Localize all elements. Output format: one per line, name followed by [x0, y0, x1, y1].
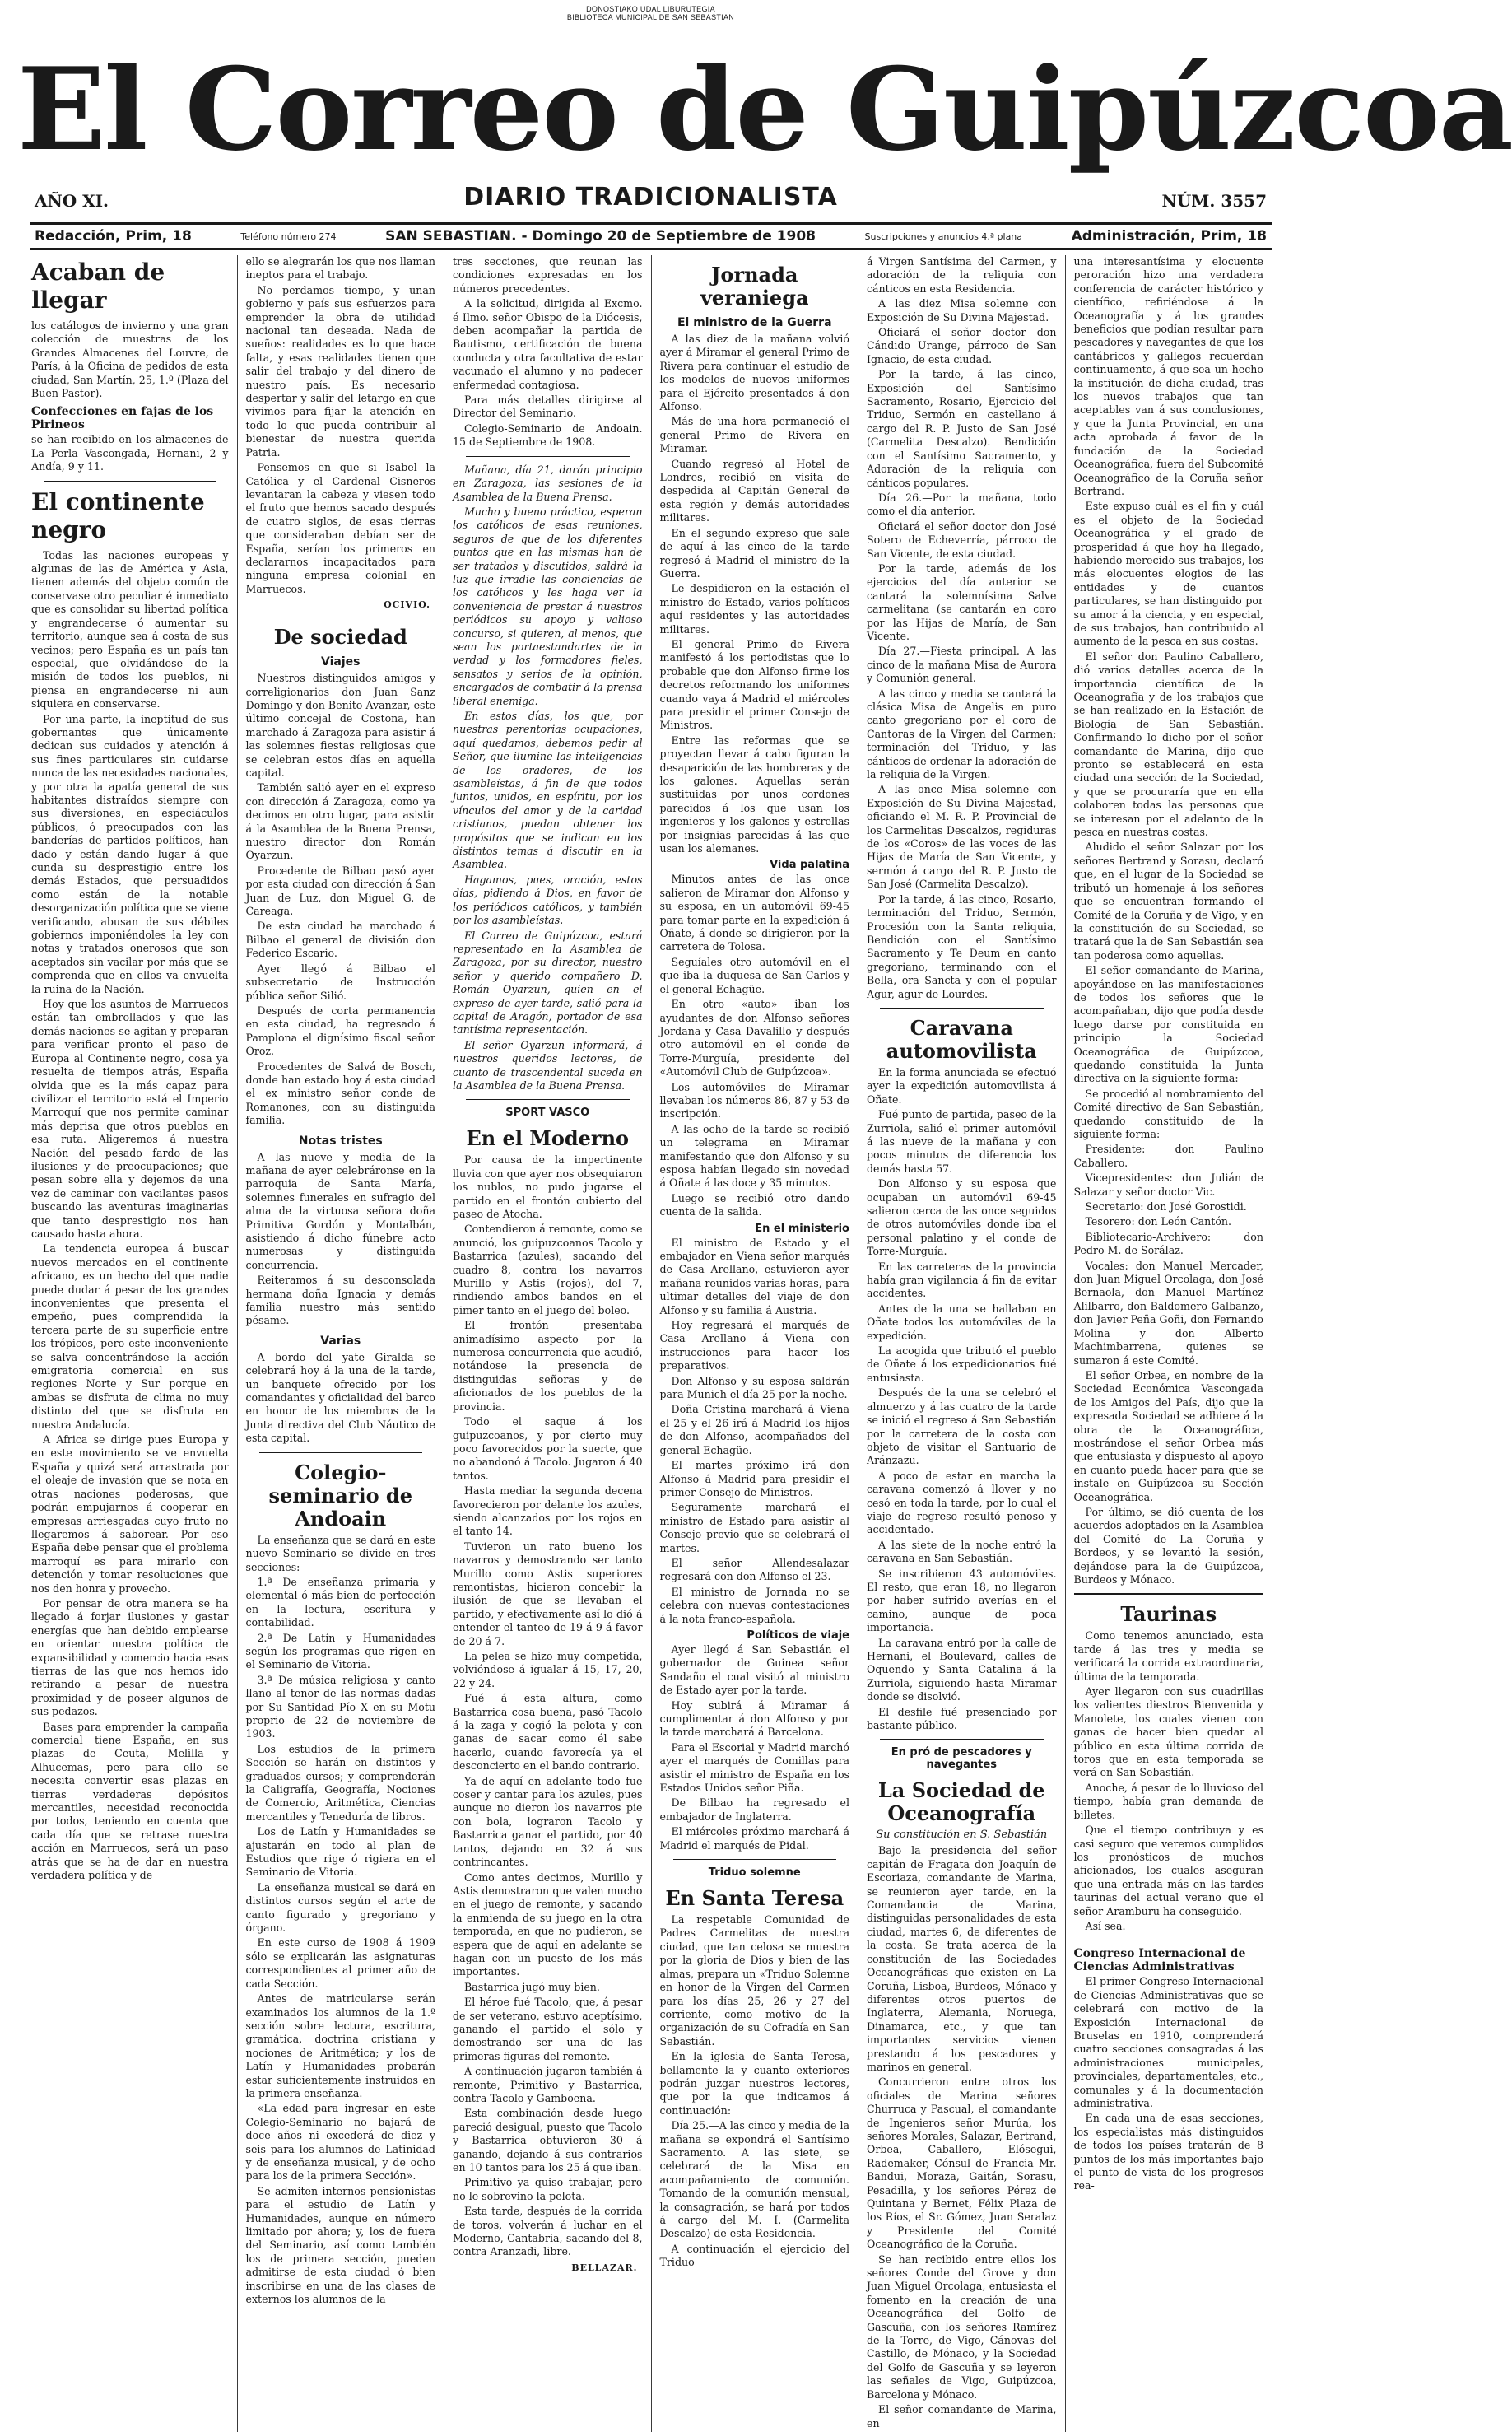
paragraph: El señor comandante de Marina, en	[867, 2403, 1057, 2430]
paragraph: El frontón presentaba animadísimo aspecto por la numerosa concurrencia que acudió, notándose la presencia de distinguidas señoras y de aficionados de los pueblos de la provincia.	[453, 1319, 643, 1413]
paragraph: Después de corta permanencia en esta ciudad, ha regresado á Pamplona el dignísimo fiscal señor Oroz.	[245, 1004, 435, 1058]
column-3	[444, 255, 651, 2432]
divider	[466, 456, 630, 457]
paragraph: Ayer llegó á San Sebastián el gobernador de Guinea señor Sandaño el cual visitó al ministro de Estado ayer por la tarde.	[659, 1642, 849, 1697]
paragraph: Como antes decimos, Murillo y Astis demostraron que valen mucho en el juego de remonte, y sacando la enmienda de su juego en la otra temporada, en que no pudieron, se espera que de aquí en adelante se hagan con un puesto de los más importantes.	[453, 1871, 643, 1978]
paragraph: Bases para emprender la campaña comercial tiene España, en sus plazas de Ceuta, Melilla y Alhucemas, pero para ello se necesita convertir esas plazas en tierras verdaderas depósitos mercantiles, necesidad reconocida por todos, teniendo en cuenta que cada día que se retrase nuestra acción en Marruecos, será un paso atrás que se ha de dar en nuestra verdadera política y de	[31, 1720, 229, 1882]
paragraph: El señor Orbea, en nombre de la Sociedad Económica Vascongada de los Amigos del País, dijo que la expresada Sociedad se adhiere á la obra de la Oceanográfica, mostrándose el señor Orbea más que entusiasta y dispuesto al apoyo en cuanto pueda hacer para que se instale en Guipúzcoa su Sección Oceanográfica.	[1073, 1368, 1263, 1503]
column-6	[1065, 255, 1272, 2432]
paragraph: Seguíales otro automóvil en el que iba la duquesa de San Carlos y el general Echagüe.	[659, 955, 849, 995]
column-1	[30, 255, 237, 2432]
paragraph: El martes próximo irá don Alfonso á Madrid para presidir el primer Consejo de Ministros.	[659, 1459, 849, 1498]
section-title-jornada: Jornada veraniega	[700, 263, 809, 310]
paragraph: Presidente: don Paulino Caballero.	[1073, 1143, 1263, 1169]
section-title-congreso: Congreso Internacional de Ciencias Administrativas	[1073, 1947, 1246, 1974]
subhead-viajes: Viajes	[321, 655, 361, 669]
paragraph: A la solicitud, dirigida al Excmo. é Ilmo. señor Obispo de la Diócesis, deben acompañar la partida de Bautismo, certificación de buena conducta y otra facultativa de estar vacunado el alumno y no padecer enfermedad contagiosa.	[453, 297, 643, 391]
paragraph: Por una parte, la ineptitud de sus gobernantes que únicamente dedican sus cuidados y atención á sus fines particulares sin cuidarse nunca de las necesidades nacionales, y por otra la apatía general de sus habitantes distraídos siempre con sus diversiones, en especiáculos públicos, ó preocupados con las banderías de partidos políticos, han dado y están dando lugar á que cunda su desprestigio entre los demás Estados, que persuadidos como están de la notable desorganización política que se viene verificando, abusan de sus débiles gobiernos imponiéndoles la ley con notas y tratados onerosos que son aceptados sin vacilar por más que se comprenda que en ellos va envuelta la ruina de la Nación.	[31, 712, 229, 995]
paragraph: Secretario: don José Gorostidi.	[1085, 1200, 1247, 1214]
paragraph: Nuestros distinguidos amigos y correligionarios don Juan Sanz Domingo y don Benito Avanzar, este último concejal de Costona, han marchado á Zaragoza para asistir á las solemnes fiestas religiosas que se celebran estos días en aquella capital.	[245, 672, 435, 779]
divider	[673, 1859, 837, 1860]
signature: BELLAZAR.	[571, 2262, 638, 2273]
paragraph: Vocales: don Manuel Mercader, don Juan Miguel Orcolaga, don José Bernaola, don Manuel Martínez Alilbarro, don Baldomero Galbanzo, don Javier Peña Goñi, don Fernando Molina y don Alberto Machimbarrena, quienes se sumaron á este Comité.	[1073, 1259, 1263, 1367]
paragraph: A las diez Misa solemne con Exposición de Su Divina Majestad.	[867, 297, 1057, 324]
paragraph: Todo el saque á los guipuzcoanos, y por cierto muy poco favorecidos por la suerte, que no abandonó á Tacolo. Jugaron á 40 tantos.	[453, 1415, 643, 1482]
redaccion-address: Redacción, Prim, 18	[35, 228, 192, 245]
paragraph: á Virgen Santísima del Carmen, y adoración de la reliquia con cánticos en esta Residencia.	[867, 255, 1057, 295]
telefono: Teléfono número 274	[240, 231, 337, 242]
paragraph: El ministro de Estado y el embajador en Viena señor marqués de Casa Arellano, estuvieron ayer mañana reunidos varias horas, para ultimar detalles del viaje de don Alfonso y su familia á Austria.	[659, 1236, 849, 1316]
paragraph: Antes de la una se hallaban en Oñate todos los automóviles de la expedición.	[867, 1302, 1057, 1342]
section-title-sociedad: De sociedad	[273, 625, 407, 650]
section-kicker-pescadores: En pró de pescadores y navegantes	[891, 1746, 1032, 1772]
paragraph: Los estudios de la primera Sección se harán en distintos y graduados cursos; y comprenderán la Caligrafía, Geografía, Nociones de Comercio, Aritmética, Ciencias mercantiles y Teneduría de libros.	[245, 1742, 435, 1823]
paragraph: La pelea se hizo muy competida, volviéndose á igualar á 15, 17, 20, 22 y 24.	[453, 1650, 643, 1689]
paragraph: una interesantísima y elocuente peroración hizo una verdadera conferencia de carácter histórico y científico, refiriéndose á la Oceanografía y á los grandes beneficios que podían resultar para pescadores y navegantes de que los cantábricos y gallegos recuerdan continuamente, á que sea un hecho la institución de dicha ciudad, tras los nuevos trabajos que tan aceptables van á sus conclusiones, y que la Junta Provincial, en una acta aprobada á favor de la fundación de la Sociedad Oceanográfica, fuera del Subcomité Oceanográfico de la Coruña señor Bertrand.	[1073, 255, 1263, 497]
paragraph: Hasta mediar la segunda decena favorecieron por delante los azules, siendo alcanzados por los rojos en el tanto 14.	[453, 1484, 643, 1538]
paragraph: 3.ª De música religiosa y canto llano al tenor de las normas dadas por Su Santidad Pío X en su Motu proprio de 22 de noviembre de 1903.	[245, 1673, 435, 1740]
paragraph: Minutos antes de las once salieron de Miramar don Alfonso y su esposa, en un automóvil 69-45 para tomar parte en la expedición á Oñate, á donde se dirigieron por la carretera de Tolosa.	[659, 873, 849, 953]
paragraph: Le despidieron en la estación el ministro de Estado, varios políticos aquí residentes y las autoridades militares.	[659, 582, 849, 636]
paragraph: Don Alfonso y su esposa saldrán para Munich el día 25 por la noche.	[659, 1374, 849, 1401]
section-subtitle-oceanografia: Su constitución en S. Sebastián	[876, 1829, 1048, 1842]
section-title-colegio: Colegio-seminario de Andoain	[268, 1460, 412, 1530]
subhead-palatina: Vida palatina	[770, 859, 849, 872]
paragraph: Tesorero: don León Cantón.	[1085, 1215, 1232, 1228]
paragraph: Ayer llegó á Bilbao el subsecretario de Instrucción pública señor Silió.	[245, 962, 435, 1002]
paragraph: Día 25.—A las cinco y media de la mañana se expondrá el Santísimo Sacramento. A las siete, se celebrará de la Misa en acompañamiento de comunión. Tomando de la comunión mensual, la consagración, se hará por todos á cargo del M. I. (Carmelita Descalzo) de esta Residencia.	[659, 2119, 849, 2240]
paragraph: Por la tarde, además de los ejercicios del día anterior se cantará la solemnísima Salve carmelitana (se cantarán en coro por las Hijas de María, de San Vicente.	[867, 561, 1057, 642]
paragraph: Colegio-Seminario de Andoain. 15 de Septiembre de 1908.	[453, 422, 643, 449]
paragraph: 1.ª De enseñanza primaria y elemental ó más bien de perfección en la lectura, escritura y contabilidad.	[245, 1575, 435, 1629]
paragraph: Se inscribieron 43 automóviles. El resto, que eran 18, no llegaron por haber sufrido averías en el camino, aunque de poca importancia.	[867, 1567, 1057, 1634]
paragraph: A Africa se dirige pues Europa y en este movimiento se ve envuelta España y quizá será arrastrada por el oleaje de invasión que se nota en otras naciones poderosas, que podrán empujarnos á cooperar en empresas arriesgadas cuyo fruto no llegaremos á saborear. Por eso España debe pensar que el problema marroquí es para mirarlo con detención y tomar resoluciones que nos den honra y provecho.	[31, 1433, 229, 1595]
paragraph: 2.ª De Latín y Humanidades según los programas que rigen en el Seminario de Vitoria.	[245, 1631, 435, 1671]
library-stamp	[30, 5, 1272, 21]
info-bar	[30, 222, 1272, 250]
section-title-taurinas: Taurinas	[1120, 1602, 1217, 1627]
paragraph: tres secciones, que reunan las condiciones expresadas en los números precedentes.	[453, 255, 643, 295]
administracion-address: Administración, Prim, 18	[1071, 228, 1267, 245]
paragraph: La enseñanza musical se dará en distintos cursos según el arte de canto figurado y gregoriano y órgano.	[245, 1880, 435, 1935]
subhead-politicos: Políticos de viaje	[747, 1628, 849, 1642]
paragraph: En la iglesia de Santa Teresa, bellamente la y cuanto exteriores podrán juzgar nuestros lectores, que por la que indicamos á continuación:	[659, 2050, 849, 2117]
ad-confecciones-text: se han recibido en los almacenes de La Perla Vascongada, Hernani, 2 y Andía, 9 y 11.	[31, 433, 229, 473]
subhead-varias: Varias	[320, 1334, 361, 1348]
paragraph: Concurrieron entre otros los oficiales de Marina señores Churruca y Pascual, el comandante de Ingenieros señor Murúa, los señores Morales, Salazar, Bertrand, Orbea, Caballero, Elósegui, Rademaker, Cónsul de Francia Mr. Bandui, Moraza, Gaitán, Sorasu, Pesadilla, y los señores Pérez de Quintana y Bernet, Félix Plaza de los Ríos, el Sr. Gómez, Juan Seralaz y Presidente del Comité Oceanográfico de la Coruña.	[867, 2076, 1057, 2251]
paragraph: La tendencia europea á buscar nuevos mercados en el continente africano, es un hecho del que nadie puede dudar á pesar de los grandes inconvenientes que presenta el empeño, pues comprendida la tercera parte de su superficie entre los trópicos, pero este inconveniente se salva concentrándose la acción emigratoria comercial en sus regiones Norte y Sur porque en ambas se disfruta de clima no muy distinto del que se disfruta en nuestra Andalucía.	[31, 1242, 229, 1431]
paragraph: Después de la una se celebró el almuerzo y á las cuatro de la tarde se inició el regreso á San Sebastián por la carretera de la costa con objeto de visitar el Santuario de Aránzazu.	[867, 1386, 1057, 1467]
paragraph: Bastarrica jugó muy bien.	[464, 1980, 600, 1993]
paragraph: Para el Escorial y Madrid marchó ayer el marqués de Comillas para asistir el ministro de España en los Estados Unidos señor Piña.	[659, 1740, 849, 1795]
paragraph: La acogida que tributó el pueblo de Oñate á los expedicionarios fué entusiasta.	[867, 1344, 1057, 1384]
paragraph: Oficiará el señor doctor don José Sotero de Echeverría, párroco de San Vicente, de esta ciudad.	[867, 519, 1057, 560]
paragraph: El Correo de Guipúzcoa, estará representado en la Asamblea de Zaragoza, por su director, nuestro señor y querido compañero D. Román Oyarzun, quien en el expreso de ayer tarde, salió para la capital de Aragón, portador de esa tantísima representación.	[453, 929, 643, 1037]
paragraph: Así sea.	[1085, 1919, 1126, 1932]
paragraph: Fué á esta altura, como Bastarrica cosa buena, pasó Tacolo á la zaga y cogió la pelota y con ganas de sacar como él sabe hacerlo, cuando favorecía ya el desconcierto en el bando contrario.	[453, 1692, 643, 1773]
paragraph: De Bilbao ha regresado el embajador de Inglaterra.	[659, 1796, 849, 1823]
paragraph: Se han recibido entre ellos los señores Conde del Grove y don Juan Miguel Orcolaga, entusiasta el fomento en la creación de una Oceanográfica del Golfo de Gascuña, con los señores Ramírez de la Torre, de Vigo, Cánovas del Castillo, de Mónaco, y la Sociedad del Golfo de Gascuña y se leyeron las señales de Vigo, Guipúzcoa, Barcelona y Mónaco.	[867, 2253, 1057, 2401]
paragraph: El general Primo de Rivera manifestó á los periodistas que lo probable que don Alfonso firme los decretos reformando los uniformes cuando vaya á Madrid el miércoles para presidir el primer Consejo de Ministros.	[659, 637, 849, 732]
year-label: AÑO XI.	[35, 191, 109, 211]
paragraph: Ya de aquí en adelante todo fue coser y cantar para los azules, pues aunque no dieron los navarros pie con bola, lograron Tacolo y Bastarrica ganar el partido, por 40 tantos, dejando en 32 á sus contrincantes.	[453, 1774, 643, 1869]
section-title-teresa: En Santa Teresa	[665, 1886, 844, 1911]
paragraph: Día 27.—Fiesta principal. A las cinco de la mañana Misa de Aurora y Comunión general.	[867, 645, 1057, 685]
paragraph: Hoy subirá á Miramar á cumplimentar á don Alfonso y por la tarde marchará á Barcelona.	[659, 1698, 849, 1739]
masthead-subrow	[30, 183, 1272, 222]
paragraph: En las carreteras de la provincia había gran vigilancia á fin de evitar accidentes.	[867, 1260, 1057, 1300]
section-kicker-triduo: Triduo solemne	[708, 1866, 801, 1880]
paragraph: Por pensar de otra manera se ha llegado á forjar ilusiones y gastar energías que han debido emplearse en orientar nuestra política de expansibilidad y comercio hacia esas tierras de las que nos hemos ido retirando a pesar de nuestra proximidad y de poseer algunos de sus pedazos.	[31, 1596, 229, 1718]
paragraph: De esta ciudad ha marchado á Bilbao el general de división don Federico Escario.	[245, 920, 435, 960]
paragraph: «La edad para ingresar en este Colegio-Seminario no bajará de doce años ni excederá de diez y seis para los alumnos de Latinidad y de enseñanza musical, y de ocho para los de la primera Sección».	[245, 2102, 435, 2183]
section-title-moderno: En el Moderno	[466, 1126, 630, 1151]
subhead-notas: Notas tristes	[298, 1134, 383, 1148]
paragraph: Este expuso cuál es el fin y cuál es el objeto de la Sociedad Oceanográfica y el grado de prosperidad á que hoy ha llegado, habiendo merecido sus trabajos, los más elocuentes elogios de las entidades y de cuantos particulares, se han distinguido por su amor á la ciencia, y en especial, de sus trabajos, han contribuido al aumento de la pesca en sus costas.	[1073, 500, 1263, 648]
paragraph: Por la tarde, á las cinco, Exposición del Santísimo Sacramento, Rosario, Ejercicio del Triduo, Sermón en castellano á cargo del R. P. Justo de San José (Carmelita Descalzo). Bendición con el Santísimo Sacramento, y Adoración de la reliquia con cánticos populares.	[867, 368, 1057, 489]
paragraph: Hagamos, pues, oración, estos días, pidiendo á Dios, en favor de los periódicos católicos, y también por los asambleístas.	[453, 873, 643, 927]
paragraph: Vicepresidentes: don Julián de Salazar y señor doctor Vic.	[1073, 1172, 1263, 1198]
paragraph: También salió ayer en el expreso con dirección á Zaragoza, como ya decimos en otro lugar, para asistir á la Asamblea de la Buena Prensa, nuestro director don Román Oyarzun.	[245, 781, 435, 862]
paragraph: Día 26.—Por la mañana, todo como el día anterior.	[867, 491, 1057, 518]
paragraph: El ministro de Jornada no se celebra con nuevas contestaciones á la nota franco-española.	[659, 1585, 849, 1625]
paragraph: Cuando regresó al Hotel de Londres, recibió en visita de despedida al Capitán General de esta región y demás autoridades militares.	[659, 457, 849, 524]
paragraph: Tuvieron un rato bueno los navarros y demostrando ser tanto Murillo como Astis superiores remontistas, hicieron concebir la ilusión de que se llevaban el partido, y efectivamente así lo dió á entender el tanteo de 19 á 9 á favor de 20 á 7.	[453, 1540, 643, 1647]
paragraph: Se procedió al nombramiento del Comité directivo de San Sebastián, quedando constituido de la siguiente forma:	[1073, 1087, 1263, 1140]
paragraph: En cada una de esas secciones, los especialistas más distinguidos de todos los países tratarán de 8 puntos de los más importantes bajo el punto de vista de los progresos rea-	[1073, 2112, 1263, 2192]
paragraph: A las nueve y media de la mañana de ayer celebráronse en la parroquia de Santa María, solemnes funerales en sufragio del alma de la virtuosa señora doña Primitiva Gordón y Montalbán, asistiendo á dicho fúnebre acto numerosas y distinguida concurrencia.	[245, 1150, 435, 1271]
ad-acaban-title: Acaban de llegar	[31, 259, 165, 314]
paragraph: Todas las naciones europeas y algunas de las de América y Asia, tienen además del objeto común de conservase otro peculiar é inmediato que es consolidar su libertad política y engrandecerse ó aumentar su territorio, aunque sea á costa de sus vecinos; pero España es un país tan especial, que olvidándose de la misión de todos los pueblos, ni piensa en engrandecerse ni aun siquiera en conservarse.	[31, 548, 229, 710]
paragraph: Por la tarde, á las cinco, Rosario, terminación del Triduo, Sermón, Procesión con la Santa reliquia, Bendición con el Santísimo Sacramento y Te Deum en canto gregoriano, terminando con el Bella, ora Sancta y con el popular Agur, agur de Lourdes.	[867, 892, 1057, 1000]
paragraph: La caravana entró por la calle de Hernani, el Boulevard, calles de Oquendo y Santa Catalina á la Zurriola, siguiendo hasta Miramar donde se disolvió.	[867, 1636, 1057, 1703]
paragraph: A poco de estar en marcha la caravana comenzó á llover y no cesó en toda la tarde, por lo cual el viaje de regreso resultó penoso y accidentado.	[867, 1469, 1057, 1536]
library-stamp-line-1: DONOSTIAKO UDAL LIBURUTEGIA	[586, 5, 715, 13]
paragraph: Que el tiempo contribuya y es casi seguro que veremos cumplidos los pronósticos de muchos aficionados, los cuales aseguran que una entrada más en las tardes taurinas del actual verano que el señor Aramburu ha conseguido.	[1073, 1824, 1263, 1917]
paragraph: Bajo la presidencia del señor capitán de Fragata don Joaquín de Escoriaza, comandante de Marina, se reunieron ayer tarde, en la Comandancia de Marina, distinguidas personalidades de esta ciudad, martes 6, de diferentes de la costa. Se trata acerca de la constitución de las Sociedades Oceanográficas que existen en La Coruña, Lisboa, Burdeos, Mónaco y diferentes otros puertos de Inglaterra, Alemania, Noruega, Dinamarca, etc., y que tan importantes servicios vienen prestando á los pescadores y marinos en general.	[867, 1844, 1057, 2073]
library-stamp-line-2: BIBLIOTECA MUNICIPAL DE SAN SEBASTIAN	[566, 13, 735, 21]
paragraph: Como tenemos anunciado, esta tarde á las tres y media se verificará la corrida extraordinaria, última de la temporada.	[1073, 1629, 1263, 1683]
paragraph: ello se alegrarán los que nos llaman ineptos para el trabajo.	[245, 255, 435, 282]
paragraph: Hoy que los asuntos de Marruecos están tan embrollados y que las demás naciones se agitan y preparan para verificar pronto el paso de Europa al Continente negro, cosa ya resuelta de tiempos atrás, España olvida que es la más capaz para civilizar el territorio está el Imperio Marroquí que nos permite caminar más deprisa que otros pueblos en esa ruta. Aligeremos á nuestra Nación del pesado fardo de las ilusiones y de preocupaciones; que pesan sobre ella y dejemos de una vez de caminar con vacilantes pasos buscando las aventuras imaginarias que tanto desprestigio nos han causado hasta ahora.	[31, 998, 229, 1240]
paragraph: Los automóviles de Miramar llevaban los números 86, 87 y 53 de inscripción.	[659, 1080, 849, 1120]
paragraph: Primitivo ya quiso trabajar, pero no le sobrevino la pelota.	[453, 2176, 643, 2202]
paragraph: El señor Allendesalazar regresará con don Alfonso el 23.	[659, 1556, 849, 1583]
paragraph: Fué punto de partida, paseo de la Zurriola, salió el primer automóvil á las nueve de la mañana y con pocos minutos de diferencia los demás hasta 57.	[867, 1108, 1057, 1175]
paragraph: Los de Latín y Humanidades se ajustarán en todo al plan de Estudios que rige ó rigiera en el Seminario de Vitoria.	[245, 1825, 435, 1879]
paragraph: Esta combinación desde luego pareció desigual, puesto que Tacolo y Bastarrica obtuvieron 30 á ganando, dejando á sus contrarios en 10 tantos para los 25 á que iban.	[453, 2107, 643, 2174]
section-title-caravana: Caravana automovilista	[886, 1015, 1037, 1063]
article-title-continente: El continente negro	[31, 487, 205, 543]
divider	[880, 1008, 1044, 1009]
paragraph: En la forma anunciada se efectuó ayer la expedición automovilista á Oñate.	[867, 1065, 1057, 1106]
divider	[44, 481, 216, 482]
paragraph: Anoche, á pesar de lo lluvioso del tiempo, había gran demanda de billetes.	[1073, 1781, 1263, 1821]
section-kicker-sport: SPORT VASCO	[505, 1107, 590, 1120]
paragraph: En otro «auto» iban los ayudantes de don Alfonso señores Jordana y Casa Davalillo y después otro automóvil en el conde de Torre-Murguía, presidente del «Automóvil Club de Guipúzcoa».	[659, 998, 849, 1079]
issue-number: NÚM. 3557	[1161, 191, 1267, 211]
paragraph: Se admiten internos pensionistas para el estudio de Latín y Humanidades, aunque en número limitado por ahora; y, los de fuera del Seminario, así como también los de primera sección, pueden admitirse de esta ciudad ó bien inscribirse en una de las clases de externos los alumnos de la	[245, 2184, 435, 2306]
paragraph: A las diez de la mañana volvió ayer á Miramar el general Primo de Rivera para continuar el estudio de los modelos de nuevos uniformes para el Ejército presentados á don Alfonso.	[659, 333, 849, 413]
divider	[880, 1739, 1044, 1740]
paragraph: En el segundo expreso que sale de aquí á las cinco de la tarde regresó á Madrid el ministro de la Guerra.	[659, 526, 849, 580]
ad-acaban-text: los catálogos de invierno y una gran colección de muestras de los Grandes Almacenes del Louvre, de París, á la Oficina de pedidos de esta ciudad, San Martín, 25, 1.º (Plaza del Buen Pastor).	[31, 319, 229, 400]
paragraph: A las siete de la noche entró la caravana en San Sebastián.	[867, 1538, 1057, 1565]
paragraph: A continuación el ejercicio del Triduo	[659, 2242, 849, 2269]
place-date: SAN SEBASTIAN. - Domingo 20 de Septiembre de 1908	[385, 228, 816, 245]
paragraph: En estos días, los que, por nuestras perentorias ocupaciones, aquí quedamos, debemos pedir al Señor, que ilumine las inteligencias de los oradores, de los asambleístas, á fin de que todos juntos, unidos, en espíritu, por los vínculos del amor y de la caridad cristianos, puedan obtener los propósitos que se indican en los distintos temas á discutir en la Asamblea.	[453, 710, 643, 871]
divider	[1074, 1593, 1264, 1595]
paragraph: Mañana, día 21, darán principio en Zaragoza, las sesiones de la Asamblea de la Buena Prensa.	[453, 463, 643, 503]
section-title-oceanografia: La Sociedad de Oceanografía	[877, 1778, 1045, 1826]
paragraph: Don Alfonso y su esposa que ocupaban un automóvil 69-45 salieron cerca de las once seguidos de otros automóviles donde iba el personal palatino y el conde de Torre-Murguía.	[867, 1177, 1057, 1258]
paragraph: Esta tarde, después de la corrida de toros, volverán á luchar en el Moderno, Cantabria, sacando del 8, contra Aranzadi, libre.	[453, 2205, 643, 2258]
columns	[30, 255, 1272, 2430]
column-4	[651, 255, 858, 2432]
newspaper-masthead: El Correo de Guipúzcoa	[16, 42, 1512, 176]
paragraph: A bordo del yate Giralda se celebrará hoy á la una de la tarde, un banquete ofrecido por los comandantes y oficialidad del barco en honor de los miembros de la Junta directiva del Club Náutico de esta capital.	[245, 1350, 435, 1445]
paragraph: El desfile fué presenciado por bastante público.	[867, 1705, 1057, 1732]
paragraph: No perdamos tiempo, y unan gobierno y país sus esfuerzos para emprender la obra de utilidad nacional tan deseada. Nada de sueños: realidades es lo que hace falta, y esas realidades tienen que salir del trabajo y del dinero de nuestro país. Es necesario despertar y salir del letargo en que vivimos para fijar la atención en todo lo que pueda contribuir al bienestar de nuestra querida Patria.	[245, 283, 435, 459]
paragraph: Oficiará el señor doctor don Cándido Urange, párroco de San Ignacio, de esta ciudad.	[867, 326, 1057, 366]
paragraph: Luego se recibió otro dando cuenta de la salida.	[659, 1191, 849, 1218]
paragraph: Procedentes de Salvá de Bosch, donde han estado hoy á esta ciudad el ex ministro señor conde de Romanones, con su distinguida familia.	[245, 1060, 435, 1127]
divider	[259, 1452, 423, 1453]
paragraph: Bibliotecario-Archivero: don Pedro M. de Sorálaz.	[1073, 1230, 1263, 1257]
paragraph: Entre las reformas que se proyectan llevar á cabo figuran la desaparición de las hombreras y de los galones. Aquellas serán sustituidas por unos cordones parecidos á los que usan los ingenieros y los galones y estrellas por insignias parecidas á las que usan los alemanes.	[659, 734, 849, 855]
paragraph: A continuación jugaron también á remonte, Primitivo y Bastarrica, contra Tacolo y Gamboena.	[453, 2065, 643, 2104]
masthead-subtitle: DIARIO TRADICIONALISTA	[463, 183, 838, 212]
paragraph: Aludido el señor Salazar por los señores Bertrand y Sorasu, declaró que, en el lugar de la Sociedad se tributó un homenaje á los señores que se encuentran formando el Comité de la Coruña y de Vigo, y en la constitución de su Sociedad, se tratará que la de San Sebastián sea tan poderosa como aquellas.	[1073, 841, 1263, 962]
paragraph: Antes de matricularse serán examinados los alumnos de la 1.ª sección sobre lectura, escritura, gramática, doctrina cristiana y nociones de Aritmética; y los de Latín y Humanidades probarán estar suficientemente instruidos en la primera enseñanza.	[245, 1992, 435, 2099]
paragraph: Por causa de la impertinente lluvia con que ayer nos obsequiaron los nublos, no pudo jugarse el partido en el frontón cubierto del paseo de Atocha.	[453, 1153, 643, 1220]
paragraph: El primer Congreso Internacional de Ciencias Administrativas que se celebrará con motivo de la Exposición Internacional de Bruselas en 1910, comprenderá cuatro secciones consagradas á las administraciones municipales, provinciales, departamentales, etc., comunales y á la documentación administrativa.	[1073, 1975, 1263, 2109]
paragraph: El señor don Paulino Caballero, dió varios detalles acerca de la importancia científica de la Oceanografía y de los trabajos que se han realizado en la Estación de Biología de San Sebastián. Confirmando lo dicho por el señor comandante de Marina, dijo que pronto se establecerá en esta ciudad una sección de la Sociedad, y que se procuraría que en ella colaboren todas las personas que se interesan por el adelanto de la pesca en nuestras costas.	[1073, 650, 1263, 839]
paragraph: El miércoles próximo marchará á Madrid el marqués de Pidal.	[659, 1825, 849, 1852]
column-5	[858, 255, 1065, 2432]
paragraph: La enseñanza que se dará en este nuevo Seminario se divide en tres secciones:	[245, 1533, 435, 1573]
paragraph: Reiteramos á su desconsolada hermana doña Ignacia y demás familia nuestro más sentido pésame.	[245, 1274, 435, 1327]
paragraph: Para más detalles dirigirse al Director del Seminario.	[453, 394, 643, 420]
paragraph: Seguramente marchará el ministro de Estado para asistir al Consejo previo que se celebrará el martes.	[659, 1501, 849, 1554]
paragraph: El señor Oyarzun informará, á nuestros queridos lectores, de cuanto de trascendental suceda en la Asamblea de la Buena Prensa.	[453, 1038, 643, 1092]
subhead-ministerio: En el ministerio	[755, 1222, 849, 1235]
paragraph: Contendieron á remonte, como se anunció, los guipuzcoanos Tacolo y Bastarrica (azules), sacando del cuadro 8, contra los navarros Murillo y Astis (rojos), del 7, rindiendo ambos bandos en el pimer tanto en el juego del boleo.	[453, 1223, 643, 1316]
paragraph: Mucho y bueno práctico, esperan los católicos de esas reuniones, seguros de que de los diferentes puntos que en las mismas han de ser tratados y discutidos, saldrá la luz que irradie las conciencias de los católicos y les haga ver la conveniencia de prestar á nuestros periódicos su apoyo y valioso concurso, si quieren, al menos, que sean los portaestandartes de la verdad y los formadores fieles, sensatos y serios de la opinión, encargados de combatir á la prensa liberal enemiga.	[453, 505, 643, 707]
paragraph: Hoy regresará el marqués de Casa Arellano á Viena con instrucciones para hacer los preparativos.	[659, 1319, 849, 1372]
paragraph: Por último, se dió cuenta de los acuerdos adoptados en la Asamblea del Comité de La Coruña y Bordeos, y se levantó la sesión, dejándose para la de Guipúzcoa, Burdeos y Mónaco.	[1073, 1505, 1263, 1586]
suscripciones: Suscripciones y anuncios 4.ª plana	[864, 231, 1023, 242]
paragraph: A las ocho de la tarde se recibió un telegrama en Miramar manifestando que don Alfonso y su esposa habían llegado sin novedad á Oñate á las doce y 35 minutos.	[659, 1122, 849, 1190]
paragraph: Pensemos en que si Isabel la Católica y el Cardenal Cisneros levantaran la cabeza y viesen todo el fruto que hemos sacado después de cuatro siglos, de esas tierras que consideraban debían ser de España, serían los primeros en declararnos incapacitados para ninguna empresa colonial en Marruecos.	[245, 461, 435, 595]
ad-confecciones-title: Confecciones en fajas de los Pirineos	[31, 405, 214, 432]
paragraph: A las once Misa solemne con Exposición de Su Divina Majestad, oficiando el M. R. P. Provincial de los Carmelitas Descalzos, regiduras de los «Coros» de las voces de las Hijas de María de San Vicente, y sermón á cargo del R. P. Justo de San José (Carmelita Descalzo).	[867, 783, 1057, 891]
paragraph: Doña Cristina marchará á Viena el 25 y el 26 irá á Madrid los hijos de don Alfonso, acompañados del general Echagüe.	[659, 1403, 849, 1456]
signature: OCIVIO.	[384, 599, 430, 611]
paragraph: Más de una hora permaneció el general Primo de Rivera en Miramar.	[659, 415, 849, 455]
column-2	[237, 255, 444, 2432]
paragraph: En este curso de 1908 á 1909 sólo se explicarán las asignaturas correspondientes al primer año de cada Sección.	[245, 1936, 435, 1990]
paragraph: A las cinco y media se cantará la clásica Misa de Angelis en puro canto gregoriano por el coro de Cantoras de la Virgen del Carmen; terminación del Triduo, y las cánticos de ordenar la adoración de la reliquia de la Virgen.	[867, 687, 1057, 781]
paragraph: El héroe fué Tacolo, que, á pesar de ser veterano, estuvo aceptísimo, ganando el partido el sólo y demostrando ser una de las primeras figuras del remonte.	[453, 1996, 643, 2062]
paragraph: Procedente de Bilbao pasó ayer por esta ciudad con dirección á San Juan de Luz, don Miguel G. de Careaga.	[245, 864, 435, 918]
paragraph: La respetable Comunidad de Padres Carmelitas de nuestra ciudad, que tan celosa se muestra por la gloria de Dios y bien de las almas, prepara un «Triduo Solemne en honor de la Virgen del Carmen para los días 25, 26 y 27 del corriente, como motivo de la organización de su Cofradía en San Sebastián.	[659, 1913, 849, 2048]
divider	[466, 1099, 630, 1100]
paragraph: Ayer llegaron con sus cuadrillas los valientes diestros Bienvenida y Manolete, los cuales vienen con ganas de hacer bien quedar al público en esta última corrida de toros que en esta temporada se verá en San Sebastián.	[1073, 1685, 1263, 1779]
subhead-guerra: El ministro de la Guerra	[677, 316, 832, 329]
paragraph: El señor comandante de Marina, apoyándose en las manifestaciones de todos los señores que le acompañaban, dijo que podía desde luego darse por constituida en principio la Sociedad Oceanográfica de Guipúzcoa, quedando constituida la Junta directiva en la siguiente forma:	[1073, 964, 1263, 1085]
